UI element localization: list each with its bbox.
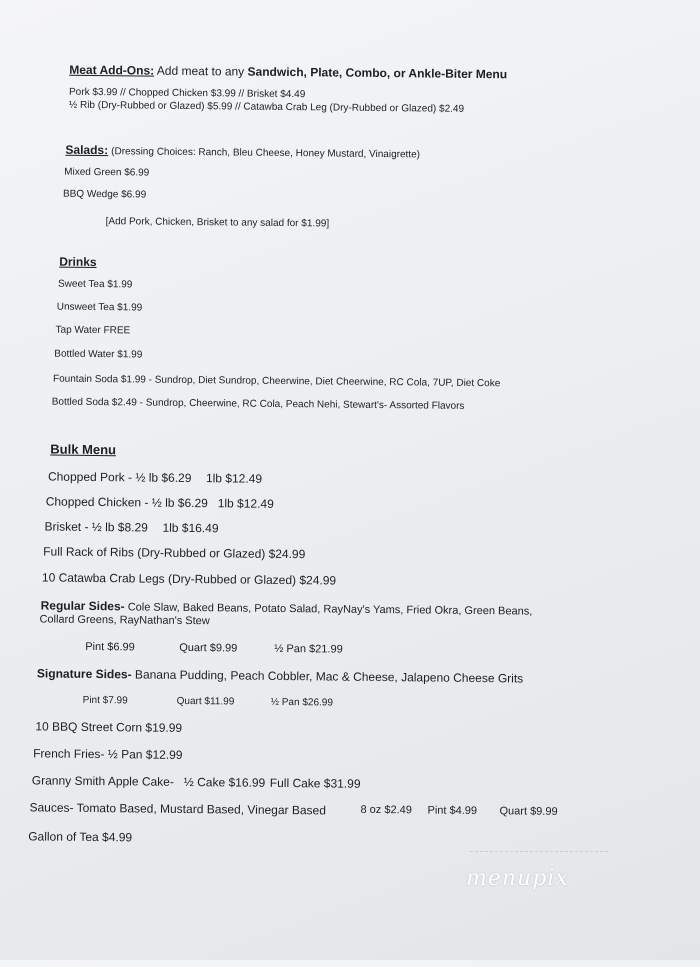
bulk-gallon-of-tea: Gallon of Tea $4.99 [28,829,133,845]
watermark-divider [470,851,608,852]
regular-sides-half-pan: ½ Pan $21.99 [274,642,343,656]
bulk-chopped-pork: Chopped Pork - ½ lb $6.29 [47,469,192,486]
drinks-title: Drinks [59,254,97,270]
regular-sides-list-2: Collard Greens, RayNathan's Stew [39,613,210,628]
bulk-apple-cake: Granny Smith Apple Cake- [31,773,174,789]
drink-sweet-tea: Sweet Tea $1.99 [57,278,133,291]
regular-sides-list-1: Cole Slaw, Baked Beans, Potato Salad, RayNay's Yams, Fried Okra, Green Beans, [127,601,533,618]
bulk-street-corn: 10 BBQ Street Corn $19.99 [35,719,183,735]
bulk-sauces: Sauces- Tomato Based, Mustard Based, Vinegar Based [29,800,327,818]
bulk-crab-legs: 10 Catawba Crab Legs (Dry-Rubbed or Glazed) $24.99 [41,570,337,588]
signature-sides-pint: Pint $7.99 [82,694,128,707]
bulk-apple-cake-half: ½ Cake $16.99 [183,774,266,790]
drink-tap-water: Tap Water FREE [55,324,131,337]
salad-item-bbq-wedge: BBQ Wedge $6.99 [62,188,147,201]
salads-dressings: (Dressing Choices: Ranch, Bleu Cheese, Honey Mustard, Vinaigrette) [111,146,421,161]
bulk-apple-cake-full: Full Cake $31.99 [269,775,361,791]
menupix-watermark: menupix [466,866,569,891]
bulk-sauces-8oz: 8 oz $2.49 [360,803,412,817]
meat-addons-intro: Add meat to any [156,63,245,79]
salad-item-mixed-green: Mixed Green $6.99 [64,166,150,179]
drink-bottled-water: Bottled Water $1.99 [54,348,143,361]
signature-sides-label: Signature Sides- [36,666,132,682]
drink-unsweet-tea: Unsweet Tea $1.99 [56,301,143,314]
salads-heading [65,143,420,161]
signature-sides-line [37,666,523,685]
bulk-menu-title: Bulk Menu [50,441,117,458]
bulk-sauces-pint: Pint $4.99 [427,804,478,818]
regular-sides-label: Regular Sides- [40,598,125,614]
bulk-sauces-quart: Quart $9.99 [499,805,558,818]
meat-addons-line-1: Pork $3.99 // Chopped Chicken $3.99 // Brisket $4.49 [68,86,306,101]
signature-sides-half-pan: ½ Pan $26.99 [270,696,333,709]
meat-addons-heading [69,63,507,82]
salads-note: [Add Pork, Chicken, Brisket to any salad for $1.99] [105,216,330,230]
meat-addons-title: Meat Add-Ons: [69,62,155,78]
bulk-chopped-pork-1lb: 1lb $12.49 [205,471,263,486]
bulk-chopped-chicken: Chopped Chicken - ½ lb $6.29 [45,494,208,511]
bulk-french-fries: French Fries- ½ Pan $12.99 [33,746,183,762]
bulk-ribs: Full Rack of Ribs (Dry-Rubbed or Glazed) $24.99 [43,544,306,562]
drink-bottled-soda: Bottled Soda $2.49 - Sundrop, Cheerwine, RC Cola, Peach Nehi, Stewart's- Assorted Flavors [51,396,465,412]
bulk-brisket-1lb: 1lb $16.49 [162,520,219,536]
bulk-brisket: Brisket - ½ lb $8.29 [44,519,148,535]
signature-sides-list: Banana Pudding, Peach Cobbler, Mac & Cheese, Jalapeno Cheese Grits [134,667,524,686]
meat-addons-line-2: ½ Rib (Dry-Rubbed or Glazed) $5.99 // Catawba Crab Leg (Dry-Rubbed or Glazed) $2.49 [68,99,465,115]
regular-sides-quart: Quart $9.99 [179,641,238,655]
drink-fountain-soda: Fountain Soda $1.99 - Sundrop, Diet Sundrop, Cheerwine, Diet Cheerwine, RC Cola, 7UP, Diet Coke [52,373,501,390]
regular-sides-pint: Pint $6.99 [85,640,135,654]
bulk-chopped-chicken-1lb: 1lb $12.49 [217,496,274,511]
salads-title: Salads: [65,142,109,158]
meat-addons-intro-bold: Sandwich, Plate, Combo, or Ankle-Biter Menu [247,64,508,82]
signature-sides-quart: Quart $11.99 [176,695,235,708]
